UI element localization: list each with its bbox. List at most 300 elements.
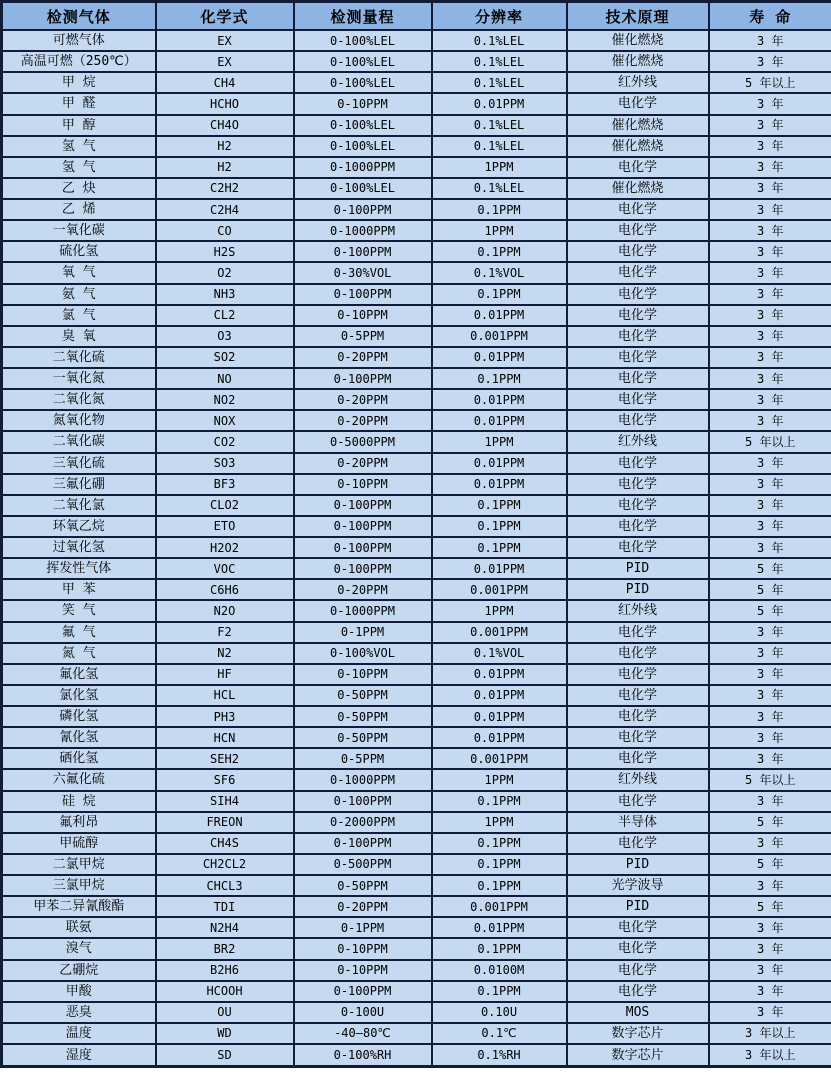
table-cell: O2	[156, 262, 294, 283]
table-cell: 0-5PPM	[294, 748, 432, 769]
table-cell: F2	[156, 622, 294, 643]
table-cell: 0.1PPM	[432, 938, 567, 959]
table-cell: 0.1PPM	[432, 516, 567, 537]
table-cell: 0-100PPM	[294, 241, 432, 262]
table-cell: 电化学	[567, 474, 709, 495]
table-row	[2, 326, 831, 347]
table-row	[2, 938, 831, 959]
table-cell: 电化学	[567, 727, 709, 748]
table-cell: 1PPM	[432, 600, 567, 621]
table-cell: 0.1PPM	[432, 241, 567, 262]
table-cell: 0.01PPM	[432, 474, 567, 495]
table-cell: 0-10PPM	[294, 93, 432, 114]
table-row	[2, 769, 831, 790]
table-row	[2, 685, 831, 706]
table-cell: 二氧化碳	[2, 431, 156, 452]
table-cell: 0.1%LEL	[432, 51, 567, 72]
table-cell: 电化学	[567, 748, 709, 769]
table-cell: 0.01PPM	[432, 93, 567, 114]
table-cell: 1PPM	[432, 812, 567, 833]
table-cell: 1PPM	[432, 769, 567, 790]
table-cell: CH4	[156, 72, 294, 93]
table-cell: 3 年	[709, 136, 831, 157]
table-cell: 电化学	[567, 284, 709, 305]
table-cell: CO2	[156, 431, 294, 452]
table-cell: 三氟化硼	[2, 474, 156, 495]
table-cell: 甲硫醇	[2, 833, 156, 854]
table-cell: 3 年	[709, 495, 831, 516]
table-cell: 电化学	[567, 220, 709, 241]
table-cell: 乙 烯	[2, 199, 156, 220]
table-cell: 氰化氢	[2, 727, 156, 748]
table-cell: N2H4	[156, 917, 294, 938]
table-cell: 0-100%LEL	[294, 72, 432, 93]
table-cell: 氢 气	[2, 157, 156, 178]
table-cell: 0-20PPM	[294, 453, 432, 474]
table-cell: 0.1PPM	[432, 537, 567, 558]
table-cell: 0.1%VOL	[432, 262, 567, 283]
table-cell: 0.1%LEL	[432, 115, 567, 136]
table-cell: 甲 烷	[2, 72, 156, 93]
table-cell: 0.001PPM	[432, 622, 567, 643]
table-cell: 0.1PPM	[432, 368, 567, 389]
table-cell: 0-30%VOL	[294, 262, 432, 283]
table-cell: 3 年	[709, 347, 831, 368]
table-cell: 3 年	[709, 410, 831, 431]
table-cell: 0-50PPM	[294, 875, 432, 896]
table-row	[2, 136, 831, 157]
table-row	[2, 347, 831, 368]
table-row	[2, 727, 831, 748]
table-row	[2, 368, 831, 389]
table-row	[2, 812, 831, 833]
table-cell: 电化学	[567, 368, 709, 389]
table-cell: 环氧乙烷	[2, 516, 156, 537]
table-cell: 0-100PPM	[294, 537, 432, 558]
table-cell: 0-2000PPM	[294, 812, 432, 833]
table-cell: 氟 气	[2, 622, 156, 643]
table-cell: 电化学	[567, 262, 709, 283]
table-cell: 0-1000PPM	[294, 769, 432, 790]
table-cell: 3 年	[709, 917, 831, 938]
table-cell: 5 年	[709, 600, 831, 621]
table-cell: 硒化氢	[2, 748, 156, 769]
table-cell: 3 年	[709, 938, 831, 959]
table-cell: 二氧化硫	[2, 347, 156, 368]
table-cell: 甲苯二异氰酸酯	[2, 896, 156, 917]
table-cell: NO2	[156, 389, 294, 410]
header-row	[2, 2, 831, 31]
table-cell: 电化学	[567, 157, 709, 178]
table-cell: 0.001PPM	[432, 748, 567, 769]
table-cell: 电化学	[567, 917, 709, 938]
table-cell: 3 年	[709, 368, 831, 389]
table-cell: 3 年	[709, 220, 831, 241]
table-body	[2, 30, 831, 1067]
table-cell: 0-20PPM	[294, 410, 432, 431]
table-row	[2, 262, 831, 283]
table-cell: 电化学	[567, 516, 709, 537]
table-cell: CO	[156, 220, 294, 241]
table-cell: 1PPM	[432, 157, 567, 178]
table-cell: 0-100PPM	[294, 495, 432, 516]
table-cell: 3 年	[709, 791, 831, 812]
table-cell: PID	[567, 854, 709, 875]
table-cell: 0.01PPM	[432, 410, 567, 431]
table-cell: 红外线	[567, 600, 709, 621]
table-cell: 0.1PPM	[432, 981, 567, 1002]
table-cell: 1PPM	[432, 220, 567, 241]
table-cell: 催化燃烧	[567, 178, 709, 199]
table-row	[2, 579, 831, 600]
table-cell: 0-1000PPM	[294, 600, 432, 621]
table-cell: HCN	[156, 727, 294, 748]
table-row	[2, 474, 831, 495]
table-cell: TDI	[156, 896, 294, 917]
table-cell: EX	[156, 30, 294, 51]
table-row	[2, 284, 831, 305]
table-cell: 0-100PPM	[294, 368, 432, 389]
table-cell: 0.1PPM	[432, 199, 567, 220]
table-cell: 0-10PPM	[294, 938, 432, 959]
table-cell: 甲酸	[2, 981, 156, 1002]
table-cell: 乙硼烷	[2, 960, 156, 981]
table-cell: 0-100%VOL	[294, 643, 432, 664]
table-cell: 3 年	[709, 833, 831, 854]
table-cell: 3 年	[709, 643, 831, 664]
table-cell: 0.01PPM	[432, 305, 567, 326]
table-cell: 电化学	[567, 326, 709, 347]
table-cell: 催化燃烧	[567, 30, 709, 51]
table-row	[2, 93, 831, 114]
table-cell: 电化学	[567, 622, 709, 643]
table-row	[2, 178, 831, 199]
table-cell: NO	[156, 368, 294, 389]
table-row	[2, 600, 831, 621]
table-row	[2, 410, 831, 431]
table-cell: 5 年以上	[709, 769, 831, 790]
table-cell: WD	[156, 1023, 294, 1044]
table-row	[2, 1023, 831, 1044]
table-cell: 5 年以上	[709, 431, 831, 452]
table-cell: 0.1PPM	[432, 495, 567, 516]
table-row	[2, 791, 831, 812]
table-cell: CH4O	[156, 115, 294, 136]
table-cell: 0.01PPM	[432, 389, 567, 410]
table-cell: HCL	[156, 685, 294, 706]
table-cell: CHCL3	[156, 875, 294, 896]
table-cell: 红外线	[567, 769, 709, 790]
table-cell: PID	[567, 579, 709, 600]
table-cell: 电化学	[567, 305, 709, 326]
table-cell: C2H2	[156, 178, 294, 199]
table-cell: 0.001PPM	[432, 326, 567, 347]
table-cell: 0-10PPM	[294, 960, 432, 981]
table-row	[2, 431, 831, 452]
table-cell: 甲 醇	[2, 115, 156, 136]
table-cell: 0-100PPM	[294, 199, 432, 220]
table-cell: 数字芯片	[567, 1023, 709, 1044]
table-cell: 0-50PPM	[294, 685, 432, 706]
table-cell: SD	[156, 1044, 294, 1067]
table-cell: 3 年	[709, 326, 831, 347]
table-cell: 3 年	[709, 706, 831, 727]
table-cell: 0.1PPM	[432, 833, 567, 854]
table-cell: 0-100PPM	[294, 558, 432, 579]
table-cell: 甲 醛	[2, 93, 156, 114]
table-cell: 电化学	[567, 706, 709, 727]
table-cell: 0-20PPM	[294, 896, 432, 917]
table-cell: 电化学	[567, 410, 709, 431]
table-cell: HCHO	[156, 93, 294, 114]
table-cell: 5 年	[709, 812, 831, 833]
table-row	[2, 1044, 831, 1067]
table-cell: 3 年	[709, 305, 831, 326]
table-cell: 5 年	[709, 896, 831, 917]
table-row	[2, 115, 831, 136]
table-cell: 5 年	[709, 579, 831, 600]
table-cell: 氟化氢	[2, 664, 156, 685]
table-cell: 电化学	[567, 389, 709, 410]
table-row	[2, 558, 831, 579]
table-cell: 催化燃烧	[567, 51, 709, 72]
table-cell: EX	[156, 51, 294, 72]
table-cell: 电化学	[567, 93, 709, 114]
table-row	[2, 1002, 831, 1023]
table-row	[2, 241, 831, 262]
table-cell: ETO	[156, 516, 294, 537]
table-cell: 3 年	[709, 748, 831, 769]
table-row	[2, 960, 831, 981]
table-cell: 0-1000PPM	[294, 220, 432, 241]
table-cell: 氯化氢	[2, 685, 156, 706]
column-header: 化学式	[156, 2, 294, 31]
table-cell: 臭 氧	[2, 326, 156, 347]
table-cell: 3 年	[709, 241, 831, 262]
table-cell: 催化燃烧	[567, 115, 709, 136]
table-cell: 电化学	[567, 537, 709, 558]
table-row	[2, 51, 831, 72]
table-row	[2, 622, 831, 643]
table-cell: 0-10PPM	[294, 474, 432, 495]
table-cell: 1PPM	[432, 431, 567, 452]
table-cell: 3 年	[709, 199, 831, 220]
table-cell: 3 年	[709, 93, 831, 114]
table-cell: 氢 气	[2, 136, 156, 157]
table-cell: VOC	[156, 558, 294, 579]
table-cell: HCOOH	[156, 981, 294, 1002]
table-cell: 0.1%LEL	[432, 30, 567, 51]
table-cell: 0.1%LEL	[432, 136, 567, 157]
table-cell: 0-100PPM	[294, 833, 432, 854]
table-row	[2, 495, 831, 516]
table-cell: 0-1PPM	[294, 917, 432, 938]
table-cell: 六氟化硫	[2, 769, 156, 790]
table-cell: 电化学	[567, 981, 709, 1002]
table-cell: 联氨	[2, 917, 156, 938]
table-cell: 3 年	[709, 389, 831, 410]
table-cell: 3 年	[709, 685, 831, 706]
table-cell: 三氯甲烷	[2, 875, 156, 896]
table-cell: 电化学	[567, 833, 709, 854]
table-cell: C6H6	[156, 579, 294, 600]
table-cell: 0-20PPM	[294, 347, 432, 368]
table-cell: 0-100PPM	[294, 981, 432, 1002]
table-cell: PH3	[156, 706, 294, 727]
table-cell: 0-20PPM	[294, 579, 432, 600]
table-cell: 0.1%LEL	[432, 72, 567, 93]
table-cell: 0-100%LEL	[294, 115, 432, 136]
table-cell: 0-5000PPM	[294, 431, 432, 452]
table-cell: 0.10U	[432, 1002, 567, 1023]
table-cell: 数字芯片	[567, 1044, 709, 1067]
table-row	[2, 875, 831, 896]
table-row	[2, 748, 831, 769]
table-cell: 过氧化氢	[2, 537, 156, 558]
table-cell: 3 年	[709, 157, 831, 178]
table-cell: -40—80℃	[294, 1023, 432, 1044]
table-cell: 0-100%LEL	[294, 136, 432, 157]
table-cell: 0.0100M	[432, 960, 567, 981]
table-cell: 3 年以上	[709, 1044, 831, 1067]
table-row	[2, 896, 831, 917]
table-cell: PID	[567, 896, 709, 917]
table-cell: 红外线	[567, 431, 709, 452]
table-cell: 0.1%RH	[432, 1044, 567, 1067]
table-cell: 0-10PPM	[294, 305, 432, 326]
table-cell: MOS	[567, 1002, 709, 1023]
table-cell: 3 年	[709, 875, 831, 896]
table-cell: 0.1℃	[432, 1023, 567, 1044]
table-cell: 溴气	[2, 938, 156, 959]
table-cell: 电化学	[567, 643, 709, 664]
table-cell: 0-100%LEL	[294, 30, 432, 51]
table-cell: NH3	[156, 284, 294, 305]
table-cell: 乙 炔	[2, 178, 156, 199]
table-row	[2, 199, 831, 220]
table-row	[2, 664, 831, 685]
table-cell: FREON	[156, 812, 294, 833]
column-header: 寿 命	[709, 2, 831, 31]
table-cell: H2	[156, 136, 294, 157]
table-cell: 电化学	[567, 938, 709, 959]
table-cell: 0-1000PPM	[294, 157, 432, 178]
table-cell: BF3	[156, 474, 294, 495]
table-cell: 0-100PPM	[294, 516, 432, 537]
table-cell: 0-100%RH	[294, 1044, 432, 1067]
table-cell: 硅 烷	[2, 791, 156, 812]
column-header: 分辨率	[432, 2, 567, 31]
table-cell: 0-20PPM	[294, 389, 432, 410]
column-header: 技术原理	[567, 2, 709, 31]
table-cell: 光学波导	[567, 875, 709, 896]
table-cell: 0.1PPM	[432, 854, 567, 875]
table-cell: 二氯甲烷	[2, 854, 156, 875]
table-cell: 0.1PPM	[432, 875, 567, 896]
table-cell: 0-50PPM	[294, 727, 432, 748]
table-row	[2, 981, 831, 1002]
table-cell: 电化学	[567, 960, 709, 981]
table-cell: C2H4	[156, 199, 294, 220]
table-cell: 挥发性气体	[2, 558, 156, 579]
table-cell: N2	[156, 643, 294, 664]
table-cell: B2H6	[156, 960, 294, 981]
table-cell: 催化燃烧	[567, 136, 709, 157]
table-cell: 3 年	[709, 664, 831, 685]
table-row	[2, 305, 831, 326]
table-cell: 3 年以上	[709, 1023, 831, 1044]
table-cell: 3 年	[709, 727, 831, 748]
table-cell: 0-10PPM	[294, 664, 432, 685]
table-cell: 0-100PPM	[294, 284, 432, 305]
table-cell: 氮 气	[2, 643, 156, 664]
table-cell: 电化学	[567, 453, 709, 474]
table-cell: 0-50PPM	[294, 706, 432, 727]
table-cell: 氟利昂	[2, 812, 156, 833]
table-cell: 3 年	[709, 1002, 831, 1023]
table-cell: 3 年	[709, 51, 831, 72]
table-cell: SO3	[156, 453, 294, 474]
table-cell: 3 年	[709, 284, 831, 305]
table-cell: SO2	[156, 347, 294, 368]
table-cell: 3 年	[709, 115, 831, 136]
column-header: 检测气体	[2, 2, 156, 31]
column-header: 检测量程	[294, 2, 432, 31]
table-cell: CL2	[156, 305, 294, 326]
table-cell: 甲 苯	[2, 579, 156, 600]
table-cell: PID	[567, 558, 709, 579]
table-cell: 0.1PPM	[432, 284, 567, 305]
table-cell: NOX	[156, 410, 294, 431]
table-cell: 3 年	[709, 453, 831, 474]
table-cell: 电化学	[567, 664, 709, 685]
table-cell: 可燃气体	[2, 30, 156, 51]
table-cell: 二氧化氯	[2, 495, 156, 516]
table-cell: 3 年	[709, 516, 831, 537]
table-cell: 5 年	[709, 854, 831, 875]
table-cell: 电化学	[567, 495, 709, 516]
table-cell: 3 年	[709, 30, 831, 51]
table-cell: 0-5PPM	[294, 326, 432, 347]
table-cell: 0.01PPM	[432, 917, 567, 938]
table-row	[2, 854, 831, 875]
table-cell: 3 年	[709, 960, 831, 981]
table-cell: O3	[156, 326, 294, 347]
table-cell: HF	[156, 664, 294, 685]
table-cell: OU	[156, 1002, 294, 1023]
table-row	[2, 30, 831, 51]
table-cell: 3 年	[709, 262, 831, 283]
table-cell: CH4S	[156, 833, 294, 854]
table-cell: 0-100%LEL	[294, 51, 432, 72]
table-cell: 5 年以上	[709, 72, 831, 93]
table-cell: 0.01PPM	[432, 685, 567, 706]
table-cell: 3 年	[709, 981, 831, 1002]
table-cell: 氧 气	[2, 262, 156, 283]
table-cell: 恶臭	[2, 1002, 156, 1023]
table-cell: 高温可燃（250℃）	[2, 51, 156, 72]
table-cell: SIH4	[156, 791, 294, 812]
table-cell: 0.01PPM	[432, 664, 567, 685]
table-cell: H2S	[156, 241, 294, 262]
table-cell: 笑 气	[2, 600, 156, 621]
table-row	[2, 833, 831, 854]
table-cell: 氮氧化物	[2, 410, 156, 431]
table-cell: 0.1PPM	[432, 791, 567, 812]
table-cell: SEH2	[156, 748, 294, 769]
table-cell: 3 年	[709, 474, 831, 495]
table-cell: 一氧化碳	[2, 220, 156, 241]
